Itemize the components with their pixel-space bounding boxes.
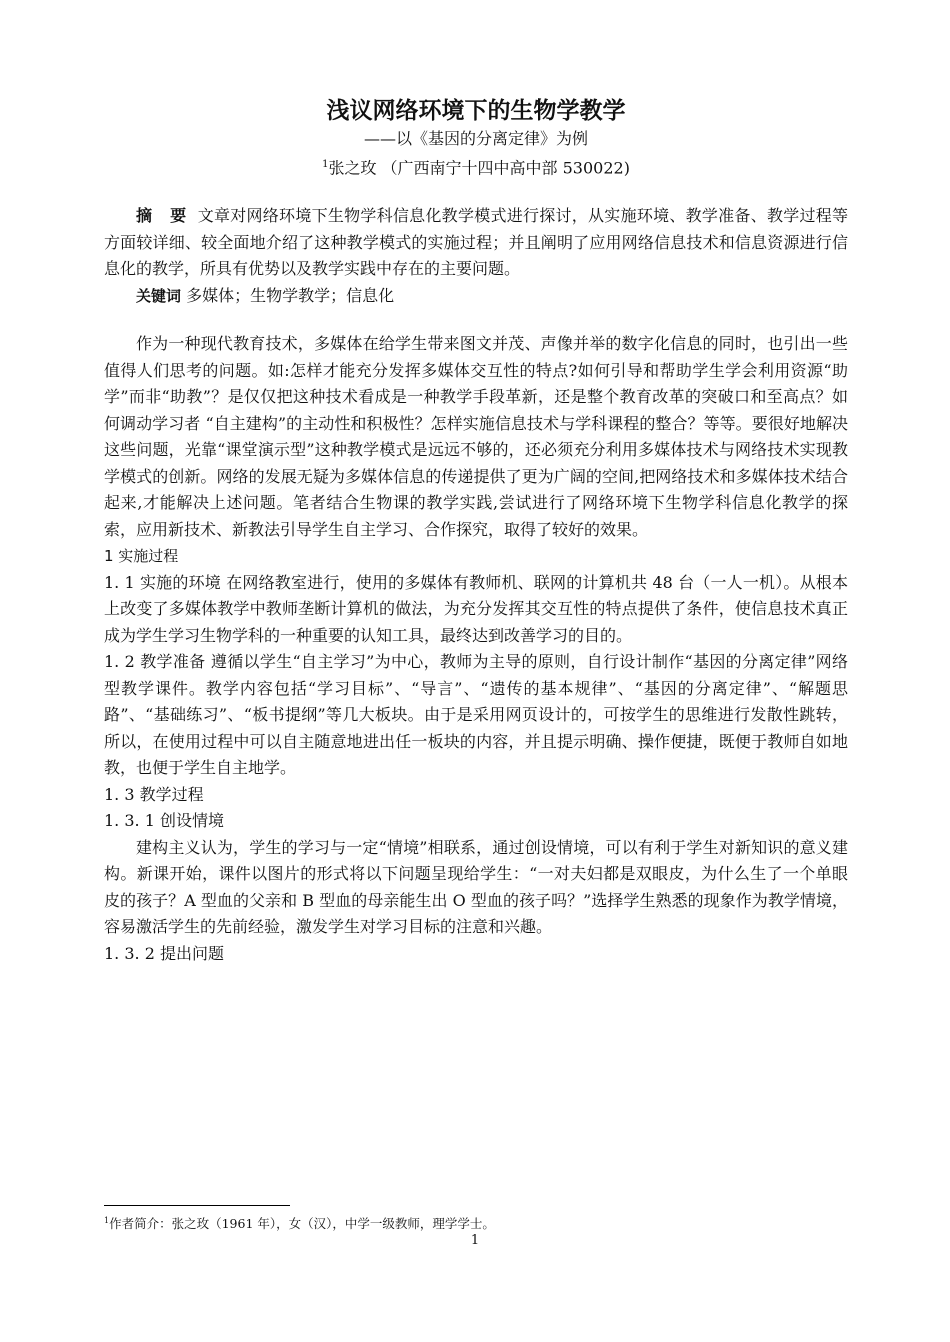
footnote-divider	[104, 1205, 290, 1206]
footnote-marker: 1	[104, 1216, 110, 1225]
keywords	[104, 283, 848, 310]
section-1-3-1-text: 建构主义认为，学生的学习与一定“情境”相联系，通过创设情境，可以有利于学生对新知识的意义建构。新课开始，课件以图片的形式将以下问题呈现给学生：“一对夫妇都是双眼皮，为什么生了一个单眼皮的孩子？A 型血的父亲和 B 型血的母亲能生出 O 型血的孩子吗？”选择学生熟悉的现象作为教学情境，容易激活学生的先前经验，激发学生对学习目标的注意和兴趣。	[104, 837, 848, 937]
author-footnote-marker: 1	[322, 159, 329, 170]
footnote-text: 作者简介：张之玫（1961 年），女（汉），中学一级教师，理学学士。	[109, 1216, 495, 1232]
section-1-2	[104, 649, 848, 782]
paper-page	[104, 96, 848, 967]
author-line	[104, 152, 848, 181]
section-1-3-heading: 1. 3 教学过程	[104, 784, 204, 804]
abstract-text: 文章对网络环境下生物学科信息化教学模式进行探讨，从实施环境、教学准备、教学过程等方面较详细、较全面地介绍了这种教学模式的实施过程；并且阐明了应用网络信息技术和信息资源进行信息化的教学，所具有优势以及教学实践中存在的主要问题。	[104, 206, 848, 279]
abstract	[104, 203, 848, 283]
paper-subtitle: ——以《基因的分离定律》为例	[363, 129, 588, 148]
section-1-1-text: 在网络教室进行，使用的多媒体有教师机、联网的计算机共 48 台（一人一机）。从根本上改变了多媒体教学中教师垄断计算机的做法，为充分发挥其交互性的特点提供了条件，使信息技术真正成为学生学习生物学科的一种重要的认知工具，最终达到改善学习的目的。	[104, 572, 848, 645]
section-1-3-2-heading: 1. 3. 2 提出问题	[104, 943, 224, 963]
author-info: 张之玫 （广西南宁十四中高中部 530022)	[328, 158, 630, 178]
keywords-label: 关键词	[136, 286, 182, 305]
section-1-1	[104, 570, 848, 650]
section-1-2-text: 遵循以学生“自主学习”为中心，教师为主导的原则，自行设计制作“基因的分离定律”网络型教学课件。教学内容包括“学习目标”、“导言”、“遗传的基本规律”、“基因的分离定律”、“解题思路”、“基础练习”、“板书提纲”等几大板块。由于是采用网页设计的，可按学生的思维进行发散性跳转，所以，在使用过程中可以自主随意地进出任一板块的内容，并且提示明确、操作便捷，既便于教师自如地教，也便于学生自主地学。	[104, 652, 848, 778]
paper-title: 浅议网络环境下的生物学教学	[326, 98, 626, 124]
section-1-1-heading: 1. 1 实施的环境	[104, 572, 221, 592]
section-heading-1: 1 实施过程	[104, 547, 179, 566]
page-number: 1	[470, 1233, 480, 1248]
section-1-2-heading: 1. 2 教学准备	[104, 652, 206, 672]
abstract-label: 摘 要	[136, 206, 193, 226]
footnote	[104, 1212, 495, 1233]
intro-paragraph: 作为一种现代教育技术，多媒体在给学生带来图文并茂、声像并举的数字化信息的同时，也引出一些值得人们思考的问题。如:怎样才能充分发挥多媒体交互性的特点?如何引导和帮助学生学会利用资源“助学”而非“助教”？是仅仅把这种技术看成是一种教学手段革新，还是整个教育改革的突破口和至高点？如何调动学习者 “自主建构”的主动性和积极性？怎样实施信息技术与学科课程的整合？等等。要很好地解决这些问题，光靠“课堂演示型”这种教学模式是远远不够的，还必须充分利用多媒体技术与网络技术实现教学模式的创新。网络的发展无疑为多媒体信息的传递提供了更为广阔的空间,把网络技术和多媒体技术结合起来,才能解决上述问题。笔者结合生物课的教学实践,尝试进行了网络环境下生物学科信息化教学的探索，应用新技术、新教法引导学生自主学习、合作探究，取得了较好的效果。	[104, 334, 848, 539]
section-1-3-1-heading: 1. 3. 1 创设情境	[104, 811, 224, 831]
keywords-text: 多媒体；生物学教学；信息化	[186, 285, 395, 305]
